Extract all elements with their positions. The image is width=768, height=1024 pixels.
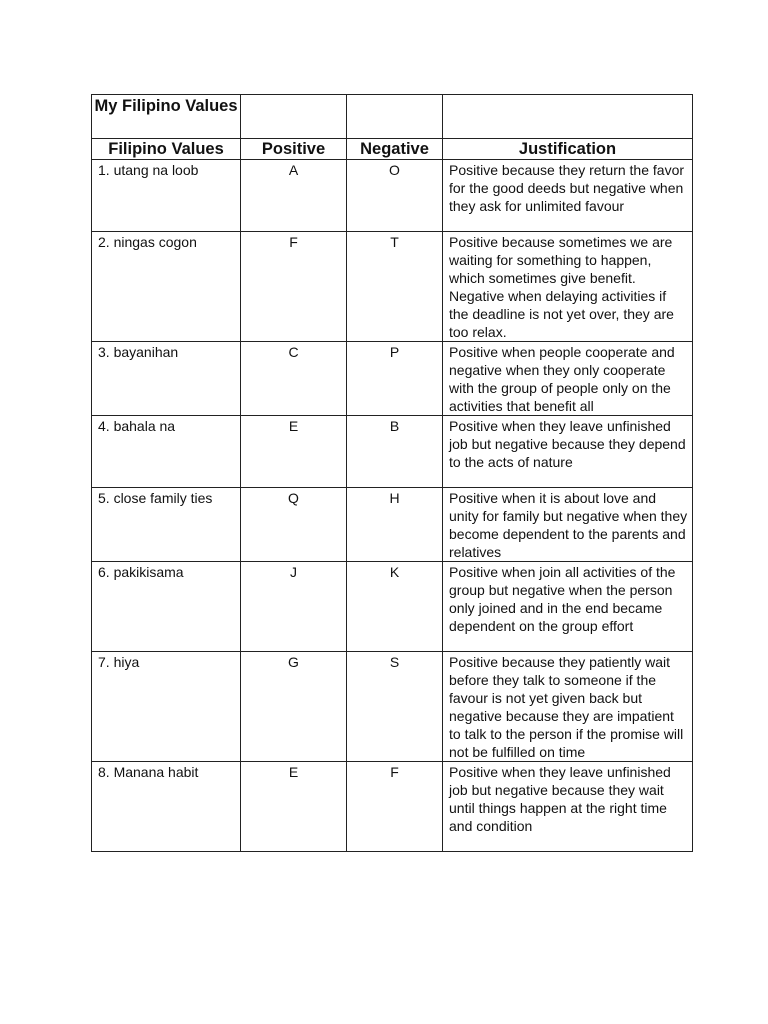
negative-letter: T xyxy=(347,232,443,342)
table-row xyxy=(92,416,693,488)
justification-text: Positive when they leave unfinished job but negative because they wait until things happen at the right time and condition xyxy=(443,762,693,852)
positive-letter: J xyxy=(241,562,347,652)
value-name: 4. bahala na xyxy=(92,416,241,488)
empty-title-cell xyxy=(347,95,443,139)
negative-letter: H xyxy=(347,488,443,562)
positive-letter: A xyxy=(241,160,347,232)
negative-letter: O xyxy=(347,160,443,232)
value-name: 3. bayanihan xyxy=(92,342,241,416)
value-name: 5. close family ties xyxy=(92,488,241,562)
negative-letter: F xyxy=(347,762,443,852)
empty-title-cell xyxy=(443,95,693,139)
filipino-values-table xyxy=(91,94,693,852)
table-title: My Filipino Values xyxy=(92,95,241,139)
value-name: 1. utang na loob xyxy=(92,160,241,232)
justification-text: Positive when join all activities of the group but negative when the person only joined and in the end became dependent on the group effort xyxy=(443,562,693,652)
justification-text: Positive when people cooperate and negative when they only cooperate with the group of people only on the activities that benefit all xyxy=(443,342,693,416)
negative-letter: S xyxy=(347,652,443,762)
positive-letter: Q xyxy=(241,488,347,562)
value-name: 8. Manana habit xyxy=(92,762,241,852)
justification-text: Positive because sometimes we are waiting for something to happen, which sometimes give benefit. Negative when delaying activities if the deadline is not yet over, they are too relax. xyxy=(443,232,693,342)
positive-letter: F xyxy=(241,232,347,342)
positive-letter: E xyxy=(241,762,347,852)
table-title-row xyxy=(92,95,693,139)
empty-title-cell xyxy=(241,95,347,139)
negative-letter: B xyxy=(347,416,443,488)
table-row xyxy=(92,232,693,342)
justification-text: Positive when they leave unfinished job but negative because they depend to the acts of nature xyxy=(443,416,693,488)
table-header-row xyxy=(92,139,693,160)
value-name: 7. hiya xyxy=(92,652,241,762)
positive-letter: C xyxy=(241,342,347,416)
column-header-values: Filipino Values xyxy=(92,139,241,160)
negative-letter: P xyxy=(347,342,443,416)
value-name: 6. pakikisama xyxy=(92,562,241,652)
column-header-negative: Negative xyxy=(347,139,443,160)
table-row xyxy=(92,762,693,852)
justification-text: Positive because they return the favor for the good deeds but negative when they ask for unlimited favour xyxy=(443,160,693,232)
justification-text: Positive when it is about love and unity for family but negative when they become dependent to the parents and relatives xyxy=(443,488,693,562)
table-row xyxy=(92,342,693,416)
column-header-justification: Justification xyxy=(443,139,693,160)
table-row xyxy=(92,160,693,232)
table-row xyxy=(92,652,693,762)
justification-text: Positive because they patiently wait before they talk to someone if the favour is not yet given back but negative because they are impatient to talk to the person if the promise will not be fulfilled on time xyxy=(443,652,693,762)
value-name: 2. ningas cogon xyxy=(92,232,241,342)
table-row xyxy=(92,562,693,652)
positive-letter: G xyxy=(241,652,347,762)
positive-letter: E xyxy=(241,416,347,488)
table-row xyxy=(92,488,693,562)
column-header-positive: Positive xyxy=(241,139,347,160)
negative-letter: K xyxy=(347,562,443,652)
